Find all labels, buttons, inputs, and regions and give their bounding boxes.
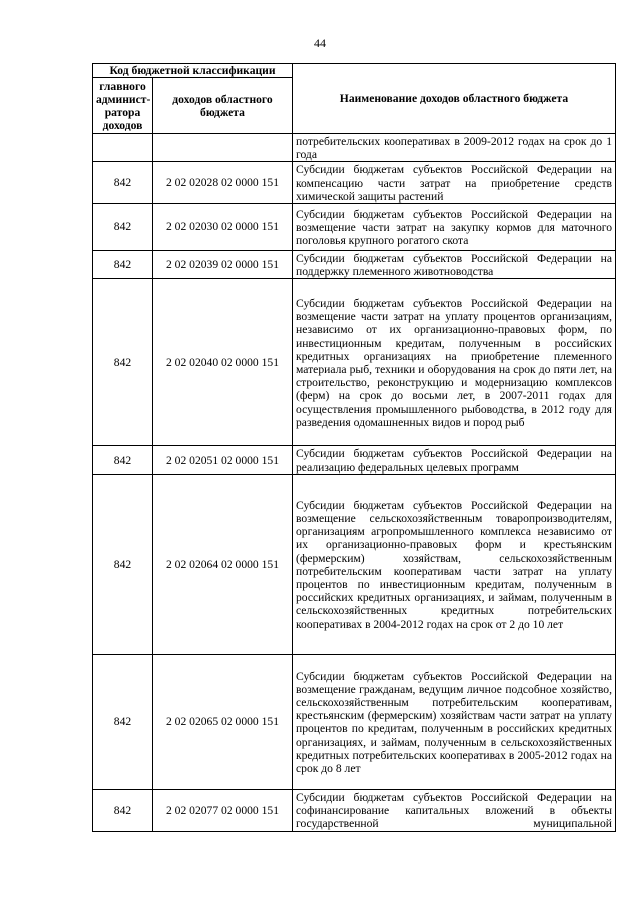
income-code: 2 02 02077 02 0000 151 [153,789,293,831]
income-name: Субсидии бюджетам субъектов Российской Федерации на возмещение сельскохозяйственным товаропроизводителям, организациям агропромышленного комплекса независимо от их организационно-правовых форм и крестьянским (фермерским) хозяйствам, сельскохозяйственным потребительским кооперативам части затрат на уплату процентов по инвестиционным кредитам, полученным в российских кредитных организациях, и займам, полученным в сельскохозяйственных кредитных потребительских кооперативах в 2004-2012 годах на срок от 2 до 10 лет [293,474,616,654]
table-row [93,204,616,251]
table-header-row [93,64,616,78]
income-name: Субсидии бюджетам субъектов Российской Федерации на софинансирование капитальных вложений в объекты государственной муниципальной [293,789,616,831]
income-name: Субсидии бюджетам субъектов Российской Федерации на возмещение части затрат на уплату процентов организациям, независимо от их организационно-правовых форм, по инвестиционным кредитам, полученным в российских кредитных организациях на приобретение племенного материала рыб, техники и оборудования на срок до пяти лет, на строительство, реконструкцию и модернизацию комплексов (ферм) на срок до восьми лет, в 2007-2011 годах для осуществления промышленного рыбоводства, в 2012 году для разведения одомашненных видов и пород рыб [293,279,616,446]
admin-code: 842 [93,251,153,279]
header-admin-column: главного админист-ратора доходов [93,78,153,134]
admin-code: 842 [93,204,153,251]
income-name: потребительских кооперативах в 2009-2012 годах на срок до 1 года [293,134,616,162]
income-code: 2 02 02065 02 0000 151 [153,654,293,789]
table-row [93,654,616,789]
table-row [93,251,616,279]
income-name: Субсидии бюджетам субъектов Российской Федерации на возмещение гражданам, ведущим личное подсобное хозяйство, сельскохозяйственным потребительским кооперативам, крестьянским (фермерским) хозяйствам части затрат на уплату процентов по кредитам, полученным в российских кредитных организациях, и займам, полученным в сельскохозяйственных кредитных потребительских кооперативах в 2005-2012 годах на срок до 8 лет [293,654,616,789]
income-name: Субсидии бюджетам субъектов Российской Федерации на возмещение части затрат на закупку кормов для маточного поголовья крупного рогатого скота [293,204,616,251]
income-code: 2 02 02040 02 0000 151 [153,279,293,446]
income-code: 2 02 02028 02 0000 151 [153,162,293,204]
income-code [153,134,293,162]
admin-code: 842 [93,162,153,204]
table-row [93,446,616,474]
header-group-title: Код бюджетной классификации [93,64,293,78]
income-name: Субсидии бюджетам субъектов Российской Федерации на реализацию федеральных целевых программ [293,446,616,474]
table-row [93,134,616,162]
table-row [93,474,616,654]
admin-code [93,134,153,162]
admin-code: 842 [93,446,153,474]
table-row [93,279,616,446]
admin-code: 842 [93,654,153,789]
income-name: Субсидии бюджетам субъектов Российской Федерации на поддержку племенного животноводства [293,251,616,279]
income-code: 2 02 02030 02 0000 151 [153,204,293,251]
header-income-column: доходов областного бюджета [153,78,293,134]
table-row [93,162,616,204]
page-number: 44 [314,36,326,50]
admin-code: 842 [93,789,153,831]
admin-code: 842 [93,279,153,446]
header-name-column: Наименование доходов областного бюджета [293,64,616,134]
budget-classification-table [92,63,616,832]
admin-code: 842 [93,474,153,654]
income-code: 2 02 02039 02 0000 151 [153,251,293,279]
income-code: 2 02 02064 02 0000 151 [153,474,293,654]
table-row [93,789,616,831]
income-code: 2 02 02051 02 0000 151 [153,446,293,474]
income-name: Субсидии бюджетам субъектов Российской Федерации на компенсацию части затрат на приобретение средств химической защиты растений [293,162,616,204]
